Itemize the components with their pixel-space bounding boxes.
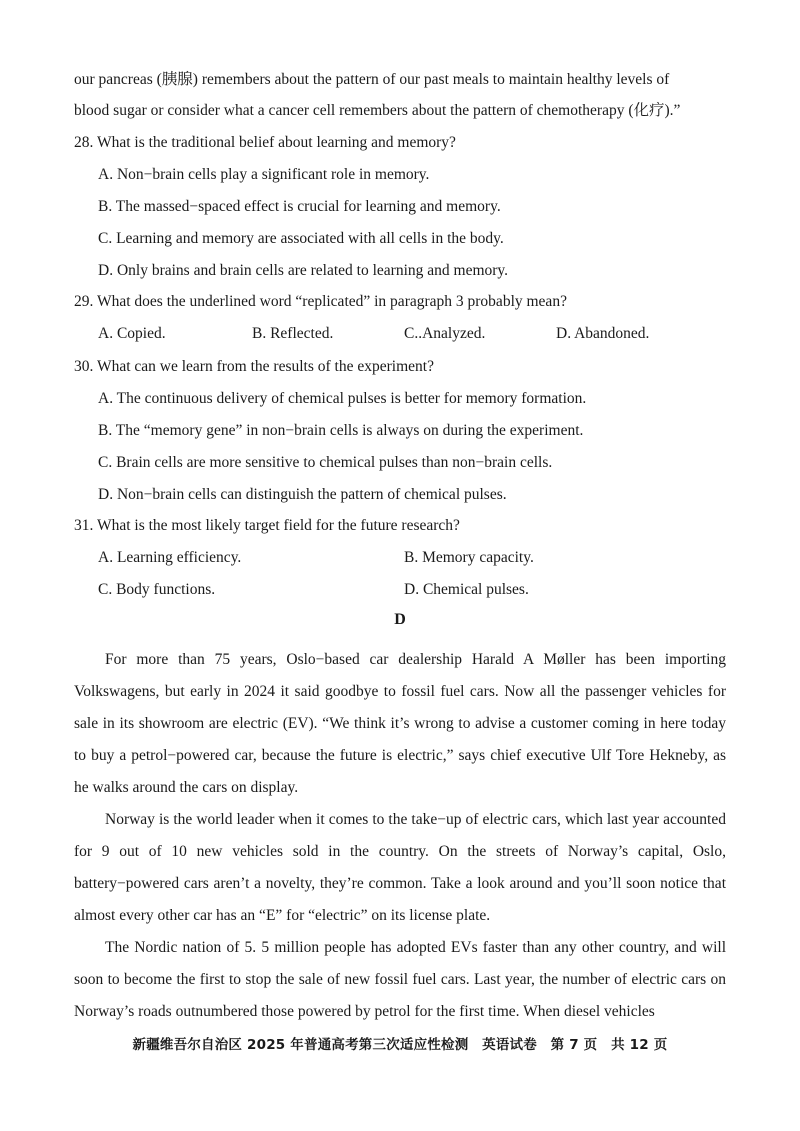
question-31-option-b: B. Memory capacity. [404,549,534,566]
question-29-option-c: C..Analyzed. [404,325,486,342]
page-footer: 新疆维吾尔自治区 2025 年普通高考第三次适应性检测 英语试卷 第 7 页 共 12 页 [132,1037,668,1053]
question-29-stem: 29. What does the underlined word “replicated” in paragraph 3 probably mean? [74,293,567,310]
question-30-option-d: D. Non−brain cells can distinguish the pattern of chemical pulses. [98,486,507,503]
passage-paragraph: The Nordic nation of 5. 5 million people has adopted EVs faster than any other country, and will soon to become the first to stop the sale of new fossil fuel cars. Last year, the number of electric cars on Norway’s roads outnumbered those powered by petrol for the first time. When diesel vehicles [74,939,726,1020]
question-29-option-b: B. Reflected. [252,325,334,342]
question-31-option-d: D. Chemical pulses. [404,581,529,598]
question-31-stem: 31. What is the most likely target field for the future research? [74,517,460,534]
question-30-option-b: B. The “memory gene” in non−brain cells is always on during the experiment. [98,422,584,439]
question-31-option-a: A. Learning efficiency. [98,549,242,566]
question-31-option-c: C. Body functions. [98,581,216,598]
question-30-option-c: C. Brain cells are more sensitive to chemical pulses than non−brain cells. [98,454,553,471]
question-28-option-c: C. Learning and memory are associated with all cells in the body. [98,230,504,247]
passage-text-line: blood sugar or consider what a cancer cell remembers about the pattern of chemotherapy (化疗).” [74,102,681,119]
question-30-stem: 30. What can we learn from the results of the experiment? [74,358,434,375]
question-30-option-a: A. The continuous delivery of chemical pulses is better for memory formation. [98,390,587,407]
question-28-option-b: B. The massed−spaced effect is crucial for learning and memory. [98,198,501,215]
question-28-option-a: A. Non−brain cells play a significant role in memory. [98,166,430,183]
question-28-option-d: D. Only brains and brain cells are related to learning and memory. [98,262,509,279]
passage-paragraph: Norway is the world leader when it comes to the take−up of electric cars, which last year accounted for 9 out of 10 new vehicles sold in the country. On the streets of Norway’s capital, Oslo, battery−powered cars aren’t a novelty, they’re common. Take a look around and you’ll soon notice that almost every other car has an “E” for “electric” on its license plate. [74,811,726,924]
section-title: D [394,611,406,628]
question-29-option-a: A. Copied. [98,325,166,342]
passage-text-line: our pancreas (胰腺) remembers about the pattern of our past meals to maintain healthy levels of [74,71,670,88]
passage-paragraph: For more than 75 years, Oslo−based car dealership Harald A Møller has been importing Volkswagens, but early in 2024 it said goodbye to fossil fuel cars. Now all the passenger vehicles for sale in its showroom are electric (EV). “We think it’s wrong to advise a customer coming in here today to buy a petrol−powered car, because the future is electric,” says chief executive Ulf Tore Hekneby, as he walks around the cars on display. [74,651,726,796]
question-29-option-d: D. Abandoned. [556,325,650,342]
question-28-stem: 28. What is the traditional belief about learning and memory? [74,134,456,151]
